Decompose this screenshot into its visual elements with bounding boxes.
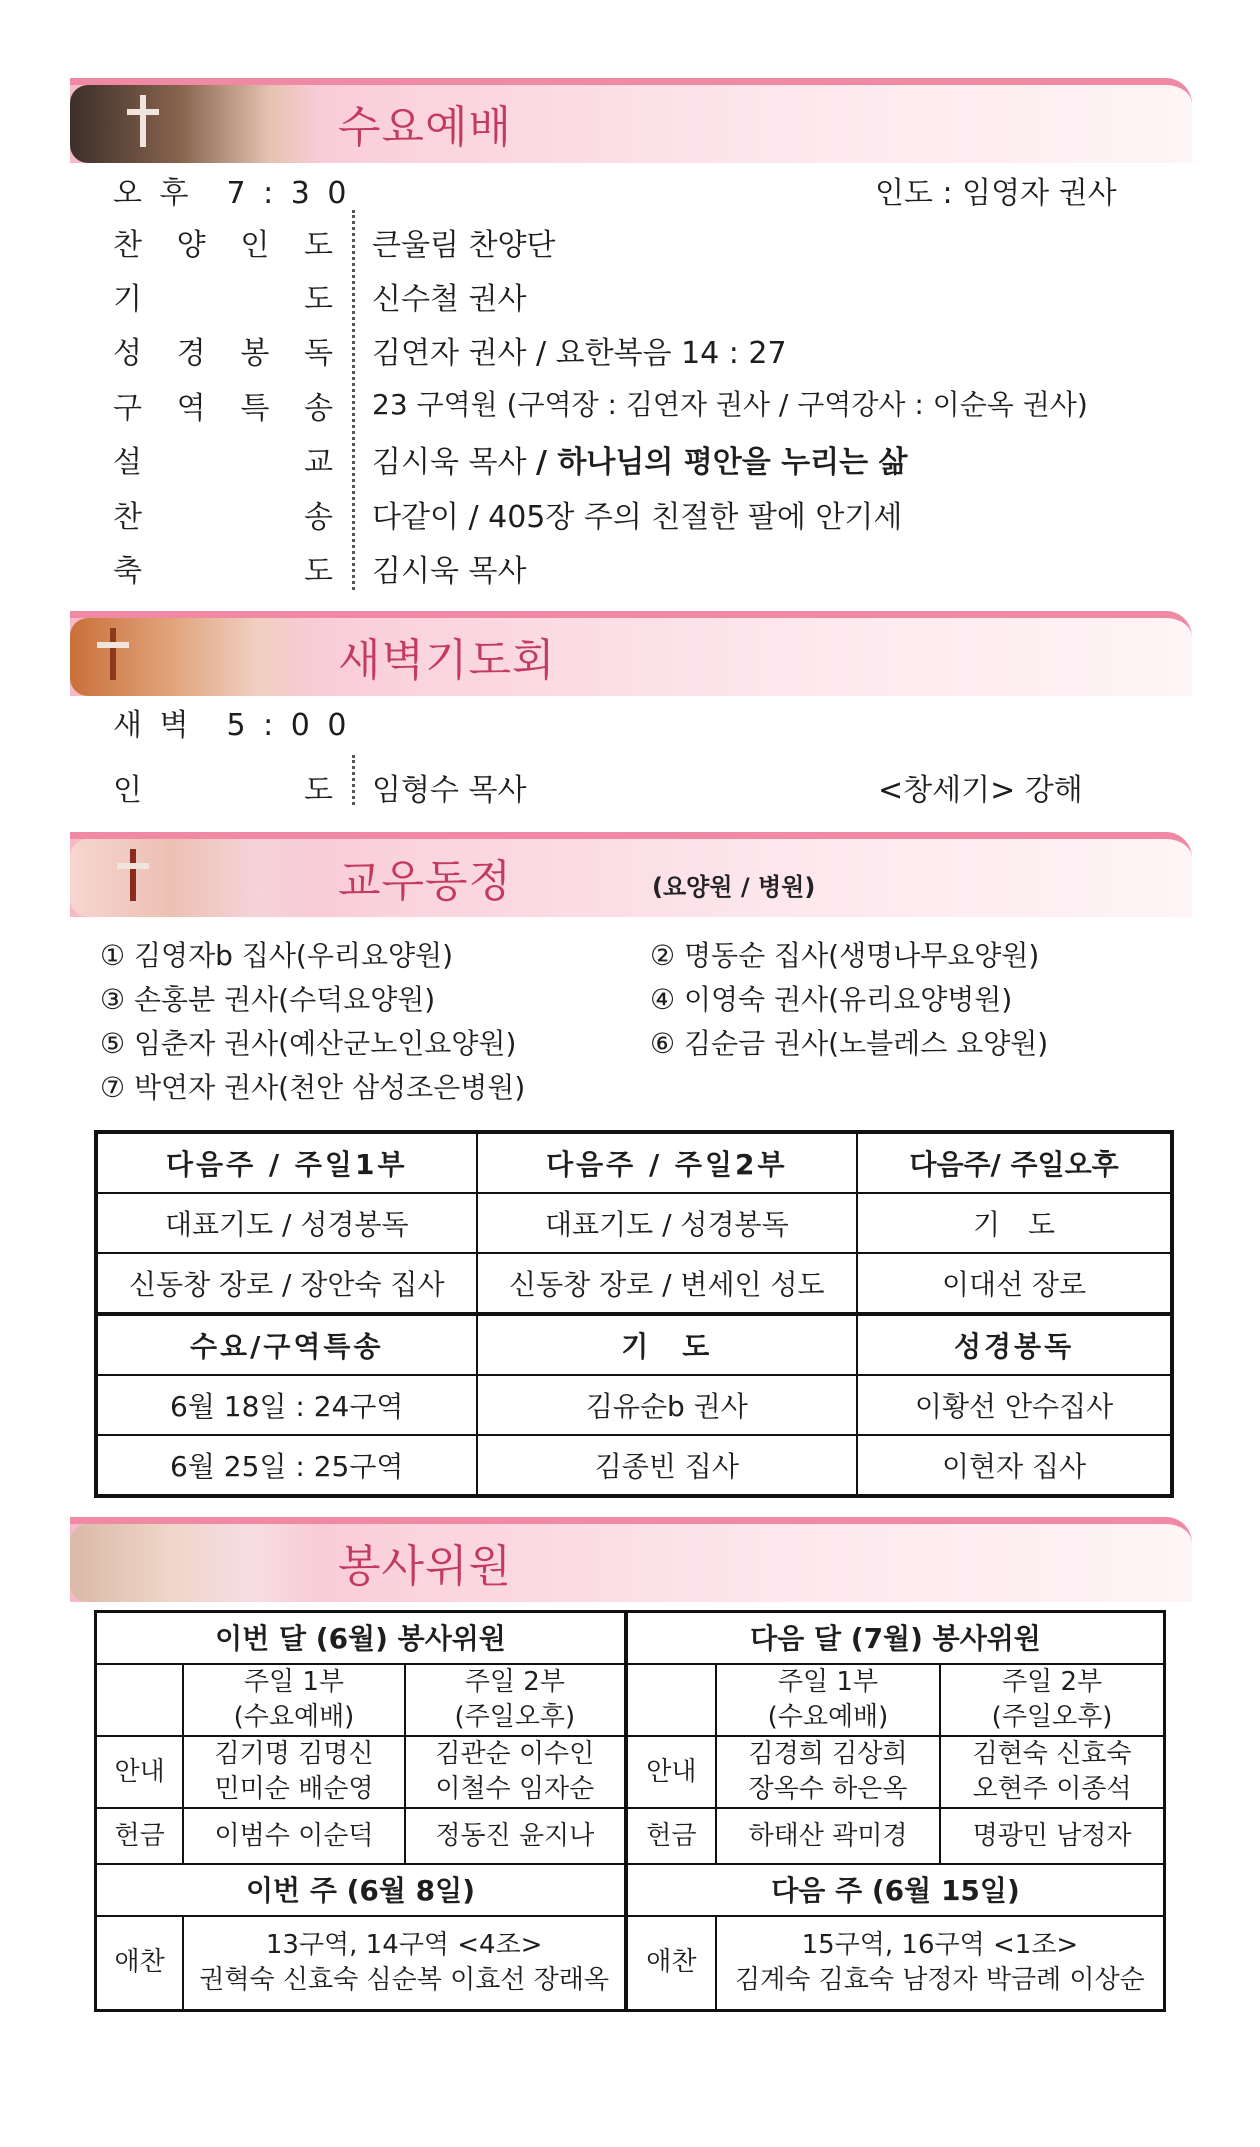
cross-icon bbox=[110, 628, 116, 680]
service-leader: 인도 : 임영자 권사 bbox=[875, 176, 1117, 211]
item-label: 찬 양 인 도 bbox=[113, 228, 333, 263]
col-line: 주일 1부 bbox=[243, 1667, 345, 1697]
schedule-header: 다음주 / 주일2부 bbox=[477, 1132, 858, 1193]
cross-icon bbox=[140, 95, 146, 147]
praying-hands-photo bbox=[70, 1524, 320, 1602]
name-line: 김경희 김상희 bbox=[748, 1739, 908, 1769]
name-line: 이철수 임자순 bbox=[435, 1774, 595, 1804]
sermon-title: / 하나님의 평안을 누리는 삶 bbox=[535, 445, 908, 480]
item-value: 다같이 / 405장 주의 친절한 팔에 안기세 bbox=[372, 500, 903, 535]
schedule-cell: 김유순b 권사 bbox=[477, 1375, 858, 1435]
offering-cell: 이범수 이순덕 bbox=[183, 1808, 404, 1864]
item-label: 축 도 bbox=[113, 554, 333, 589]
member-item: ⑤ 임춘자 권사(예산군노인요양원) bbox=[100, 1027, 517, 1060]
choir-label: 애찬 bbox=[626, 1916, 716, 2010]
next-month-header: 다음 달 (7월) 봉사위원 bbox=[626, 1612, 1165, 1665]
choir-cell bbox=[183, 1916, 626, 2010]
service-col bbox=[716, 1664, 940, 1736]
member-item: ③ 손홍분 권사(수덕요양원) bbox=[100, 983, 436, 1016]
service-col bbox=[183, 1664, 404, 1736]
col-line: 주일 2부 bbox=[464, 1667, 565, 1697]
offering-cell: 하태산 곽미경 bbox=[716, 1808, 940, 1864]
col-line: (주일오후) bbox=[454, 1702, 576, 1732]
member-item: ⑥ 김순금 권사(노블레스 요양원) bbox=[650, 1027, 1049, 1060]
item-label: 구 역 특 송 bbox=[113, 391, 333, 426]
empty-cell bbox=[626, 1664, 716, 1736]
schedule-role: 대표기도 / 성경봉독 bbox=[477, 1193, 858, 1253]
item-label: 찬 송 bbox=[113, 500, 333, 535]
schedule-role: 대표기도 / 성경봉독 bbox=[96, 1193, 477, 1253]
col-line: (수요예배) bbox=[767, 1702, 889, 1732]
dotted-divider bbox=[352, 210, 355, 590]
item-label: 성 경 봉 독 bbox=[113, 336, 333, 371]
dawn-banner bbox=[70, 611, 1192, 696]
dotted-divider bbox=[352, 755, 355, 805]
guide-cell bbox=[183, 1736, 404, 1808]
name-line: 김현숙 신효숙 bbox=[972, 1739, 1132, 1769]
cross-icon bbox=[130, 849, 136, 901]
col-line: (주일오후) bbox=[991, 1702, 1113, 1732]
this-week-header: 이번 주 (6월 8일) bbox=[96, 1864, 627, 1916]
empty-cell bbox=[96, 1664, 184, 1736]
offering-cell: 명광민 남정자 bbox=[940, 1808, 1164, 1864]
member-item: ① 김영자b 집사(우리요양원) bbox=[100, 939, 454, 972]
guide-cell bbox=[405, 1736, 626, 1808]
service-col bbox=[405, 1664, 626, 1736]
member-item: ② 명동순 집사(생명나무요양원) bbox=[650, 939, 1040, 972]
item-label: 기 도 bbox=[113, 282, 333, 317]
section-title: 교우동정 bbox=[338, 856, 513, 907]
cross-photo bbox=[70, 618, 320, 696]
name-line: 오현주 이종석 bbox=[972, 1774, 1132, 1804]
service-col bbox=[940, 1664, 1164, 1736]
member-item: ⑦ 박연자 권사(천안 삼성조은병원) bbox=[100, 1071, 526, 1104]
offering-label: 헌금 bbox=[626, 1808, 716, 1864]
cross-photo bbox=[70, 85, 320, 163]
members-banner bbox=[70, 832, 1192, 917]
choir-cell bbox=[716, 1916, 1165, 2010]
schedule-header: 성경봉독 bbox=[857, 1314, 1172, 1375]
offering-label: 헌금 bbox=[96, 1808, 184, 1864]
section-title: 봉사위원 bbox=[338, 1541, 513, 1592]
section-title: 새벽기도회 bbox=[338, 635, 556, 686]
dawn-time: 새 벽 5 : 0 0 bbox=[113, 708, 351, 743]
name-line: 민미순 배순영 bbox=[214, 1774, 374, 1804]
item-value: 김연자 권사 / 요한복음 14 : 27 bbox=[372, 336, 787, 371]
choir-line: 권혁숙 신효숙 심순복 이효선 장래옥 bbox=[199, 1964, 610, 1995]
schedule-cell: 6월 25일 : 25구역 bbox=[96, 1435, 477, 1496]
schedule-cell: 김종빈 집사 bbox=[477, 1435, 858, 1496]
schedule-name: 신동창 장로 / 변세인 성도 bbox=[477, 1253, 858, 1314]
schedule-role: 기 도 bbox=[857, 1193, 1172, 1253]
col-line: 주일 1부 bbox=[777, 1667, 879, 1697]
preacher: 김시욱 목사 bbox=[372, 445, 536, 480]
sermon-value bbox=[372, 437, 908, 481]
schedule-name: 신동창 장로 / 장안숙 집사 bbox=[96, 1253, 477, 1314]
guide-cell bbox=[940, 1736, 1164, 1808]
schedule-header: 다음주 / 주일1부 bbox=[96, 1132, 477, 1193]
name-line: 장옥수 하은옥 bbox=[748, 1774, 908, 1804]
dawn-note: <창세기> 강해 bbox=[878, 773, 1083, 808]
section-subtitle: (요양원 / 병원) bbox=[652, 873, 816, 901]
item-value: 큰울림 찬양단 bbox=[372, 228, 556, 263]
section-title: 수요예배 bbox=[338, 102, 513, 153]
col-line: 주일 2부 bbox=[1001, 1667, 1103, 1697]
item-value: 김시욱 목사 bbox=[372, 554, 527, 589]
service-time: 오 후 7 : 3 0 bbox=[113, 176, 351, 211]
schedule-name: 이대선 장로 bbox=[857, 1253, 1172, 1314]
guide-label: 안내 bbox=[96, 1736, 184, 1808]
choir-label: 애찬 bbox=[96, 1916, 184, 2010]
item-value: 23 구역원 (구역장 : 김연자 권사 / 구역강사 : 이순옥 권사) bbox=[372, 388, 1088, 421]
name-line: 김기명 김명신 bbox=[214, 1739, 374, 1769]
item-label: 설 교 bbox=[113, 445, 333, 480]
schedule-header: 다음주/ 주일오후 bbox=[857, 1132, 1172, 1193]
schedule-cell: 이황선 안수집사 bbox=[857, 1375, 1172, 1435]
choir-line: 김계숙 김효숙 남정자 박금례 이상순 bbox=[734, 1964, 1145, 1995]
schedule-table bbox=[94, 1130, 1174, 1498]
schedule-header: 수요/구역특송 bbox=[96, 1314, 477, 1375]
schedule-cell: 6월 18일 : 24구역 bbox=[96, 1375, 477, 1435]
item-label: 인 도 bbox=[113, 773, 333, 808]
member-item: ④ 이영숙 권사(유리요양병원) bbox=[650, 983, 1013, 1016]
choir-line: 15구역, 16구역 <1조> bbox=[801, 1929, 1079, 1960]
name-line: 김관순 이수인 bbox=[435, 1739, 595, 1769]
wednesday-banner bbox=[70, 78, 1192, 163]
volunteers-banner bbox=[70, 1517, 1192, 1602]
guide-cell bbox=[716, 1736, 940, 1808]
choir-line: 13구역, 14구역 <4조> bbox=[265, 1929, 543, 1960]
next-week-header: 다음 주 (6월 15일) bbox=[626, 1864, 1165, 1916]
item-value: 신수철 권사 bbox=[372, 282, 527, 317]
item-value: 임형수 목사 bbox=[372, 773, 527, 808]
schedule-cell: 이현자 집사 bbox=[857, 1435, 1172, 1496]
offering-cell: 정동진 윤지나 bbox=[405, 1808, 626, 1864]
volunteers-table bbox=[94, 1610, 1166, 2012]
schedule-header: 기 도 bbox=[477, 1314, 858, 1375]
this-month-header: 이번 달 (6월) 봉사위원 bbox=[96, 1612, 627, 1665]
cross-photo bbox=[70, 839, 320, 917]
guide-label: 안내 bbox=[626, 1736, 716, 1808]
col-line: (수요예배) bbox=[233, 1702, 355, 1732]
